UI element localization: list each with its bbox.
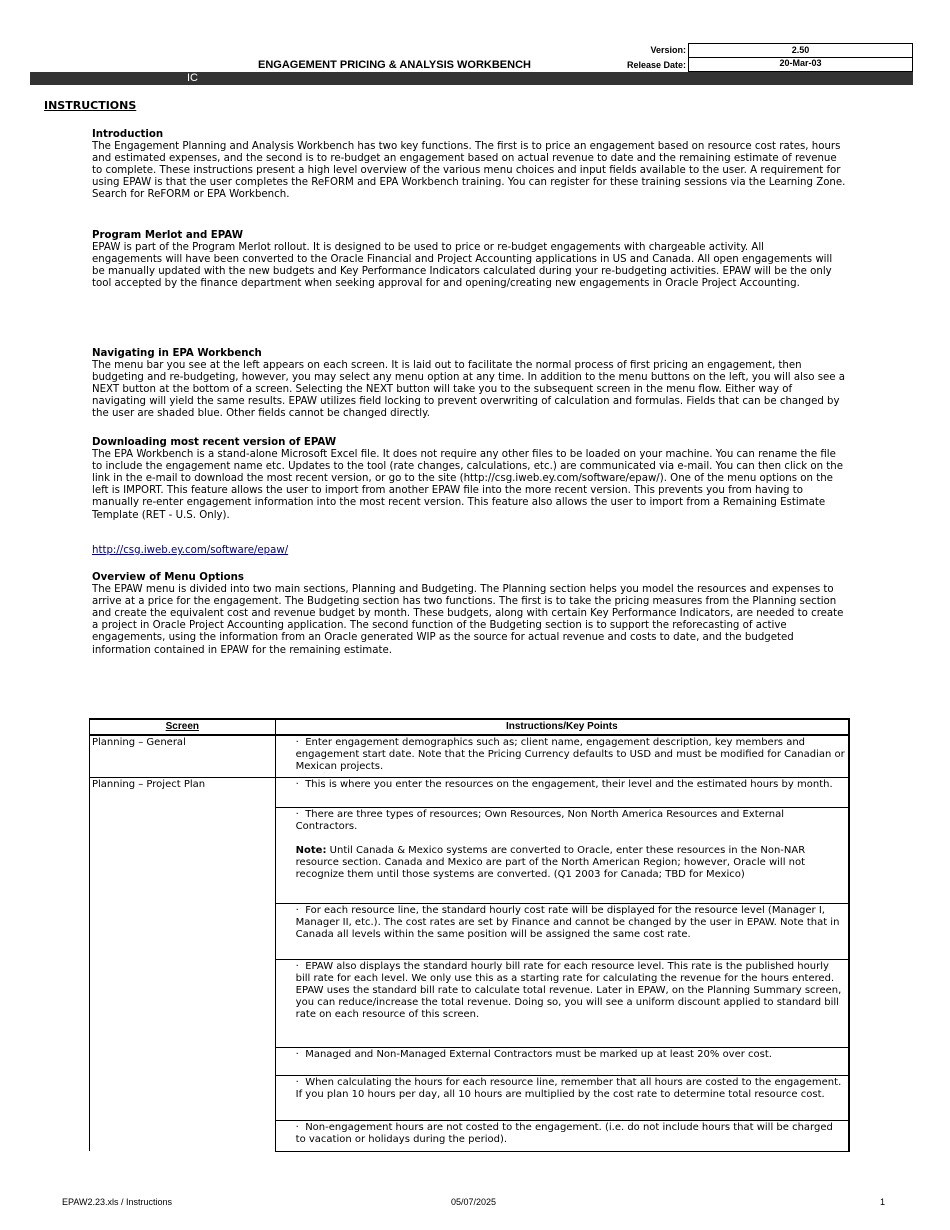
table-row [90,1120,850,1151]
footer-date: 05/07/2025 [451,1197,497,1207]
instruction-cell: · There are three types of resources; Own Resources, Non North America Resources and External Contractors. Note: Until Canada & Mexico systems are converted to Oracle, enter these resources in the Non-NAR resource section. Canada and Mexico are part of the North American Region; however, Oracle will not recognize them until those systems are converted. (Q1 2003 for Canada; TBD for Mexico) [275,807,849,903]
note-label: Note: [295,844,327,856]
workbook-title: ENGAGEMENT PRICING & ANALYSIS WORKBENCH [258,59,531,71]
header-instructions: Instructions/Key Points [275,719,849,735]
instruction-cell: · This is where you enter the resources on the engagement, their level and the estimated hours by month. [275,777,849,807]
section-body: EPAW is part of the Program Merlot rollout. It is designed to be used to price or re-budget engagements with chargeable activity. All engagements will have been converted to the Oracle Financial and Project Accounting applications in US and Canada. All open engagements will be manually updated with the new budgets and Key Performance Indicators calculated during your re-budgeting activities. EPAW will be the only tool accepted by the finance department when seeking approval for and opening/creating new engagements in Oracle Project Accounting. [92,242,833,290]
footer-page-number: 1 [880,1197,886,1207]
screen-cell [90,959,276,1047]
instruction-cell: · When calculating the hours for each resource line, remember that all hours are costed to the engagement. If you plan 10 hours per day, all 10 hours are multiplied by the cost rate to determine total resource cost. [275,1075,849,1120]
section-introduction [92,129,847,202]
screen-cell: Planning – General [90,735,276,777]
section-heading: Introduction [92,129,164,140]
header-bar [30,72,913,85]
release-date-value: 20-Mar-03 [688,57,913,72]
screen-cell [90,1075,276,1120]
section-overview [92,572,847,657]
screen-cell [90,1047,276,1075]
section-heading: Downloading most recent version of EPAW [92,437,337,448]
section-downloading [92,437,847,522]
instruction-cell: · Non-engagement hours are not costed to the engagement. (i.e. do not include hours that will be charged to vacation or holidays during the period). [275,1120,849,1151]
table-row [90,1047,850,1075]
menu-options-table [89,718,850,1152]
header-bar-text: IC [187,72,198,84]
section-heading: Overview of Menu Options [92,572,244,583]
section-body: The Engagement Planning and Analysis Workbench has two key functions. The first is to price an engagement based on resource cost rates, hours and estimated expenses, and the second is to re-budget an engagement based on actual revenue to date and the remaining estimate of revenue to complete. These instructions present a high level overview of the various menu choices and input fields available to the user. A requirement for using EPAW is that the user completes the ReFORM and EPA Workbench training. You can register for these training sessions via the Learning Zone. Search for ReFORM or EPA Workbench. [92,141,846,201]
table-row [90,959,850,1047]
table-header-row [90,719,850,735]
instruction-cell: · Managed and Non-Managed External Contractors must be marked up at least 20% over cost. [275,1047,849,1075]
table-row [90,777,850,807]
section-heading: Program Merlot and EPAW [92,230,243,241]
screen-cell: Planning – Project Plan [90,777,276,807]
section-program-merlot [92,230,837,290]
screen-cell [90,1120,276,1151]
section-navigating [92,348,847,421]
footer-filename: EPAW2.23.xls / Instructions [62,1197,173,1207]
version-label: Version: [650,45,686,55]
section-heading: Navigating in EPA Workbench [92,348,262,359]
section-body: The EPAW menu is divided into two main sections, Planning and Budgeting. The Planning section helps you model the resources and expenses to arrive at a price for the engagement. The Budgeting section has two functions. The first is to take the pricing measures from the Planning section and create the equivalent cost and revenue budget by month. These budgets, along with certain Key Performance Indicators, are needed to create a project in Oracle Project Accounting application. The second function of the Budgeting section is to support the reforecasting of active engagements, using the information from an Oracle generated WIP as the source for actual revenue and costs to date, and the budgeted information contained in EPAW for the remaining estimate. [92,584,844,656]
table-row [90,735,850,777]
table-row [90,1075,850,1120]
instruction-cell: · Enter engagement demographics such as; client name, engagement description, key members and engagement start date. Note that the Pricing Currency defaults to USD and must be modified for Canadian or Mexican projects. [275,735,849,777]
header-screen: Screen [90,719,276,735]
page-title: INSTRUCTIONS [44,99,137,112]
table-row [90,807,850,903]
screen-cell [90,903,276,959]
section-body: The menu bar you see at the left appears on each screen. It is laid out to facilitate the normal process of first pricing an engagement, then budgeting and re-budgeting, however, you may select any menu option at any time. In addition to the menu buttons on the left, you will also see a NEXT button at the bottom of a screen. Selecting the NEXT button will take you to the subsequent screen in the menu flow. Either way of navigating will yield the same results. EPAW utilizes field locking to prevent overwriting of calculation and formulas. Fields that can be changed by the user are shaded blue. Other fields cannot be changed directly. [92,360,846,420]
download-link[interactable]: http://csg.iweb.ey.com/software/epaw/ [92,545,289,556]
screen-cell [90,807,276,903]
section-body: The EPA Workbench is a stand-alone Microsoft Excel file. It does not require any other files to be loaded on your machine. You can rename the file to include the engagement name etc. Updates to the tool (rate changes, calculations, etc.) are communicated via e-mail. You can then click on the link in the e-mail to download the most recent version, or go to the site (http://csg.iweb.ey.com/software/epaw/). One of the menu options on the left is IMPORT. This feature allows the user to import from another EPAW file into the more recent version. This prevents you from having to manually re-enter engagement information into the most recent version. This feature also allows the user to import from a Remaining Estimate Template (RET - U.S. Only). [92,449,844,521]
table-row [90,903,850,959]
instruction-cell: · EPAW also displays the standard hourly bill rate for each resource level. This rate is the published hourly bill rate for each level. We only use this as a starting rate for calculating the revenue for the hours entered. EPAW uses the standard bill rate to calculate total revenue. Later in EPAW, on the Planning Summary screen, you can reduce/increase the total revenue. Doing so, you will see a uniform discount applied to standard bill rate on each resource of this screen. [275,959,849,1047]
version-value: 2.50 [688,43,913,58]
release-date-label: Release Date: [626,60,686,70]
instruction-cell: · For each resource line, the standard hourly cost rate will be displayed for the resource level (Manager I, Manager II, etc.). The cost rates are set by Finance and cannot be changed by the user in EPAW. Note that in Canada all levels within the same position will be assigned the same cost rate. [275,903,849,959]
